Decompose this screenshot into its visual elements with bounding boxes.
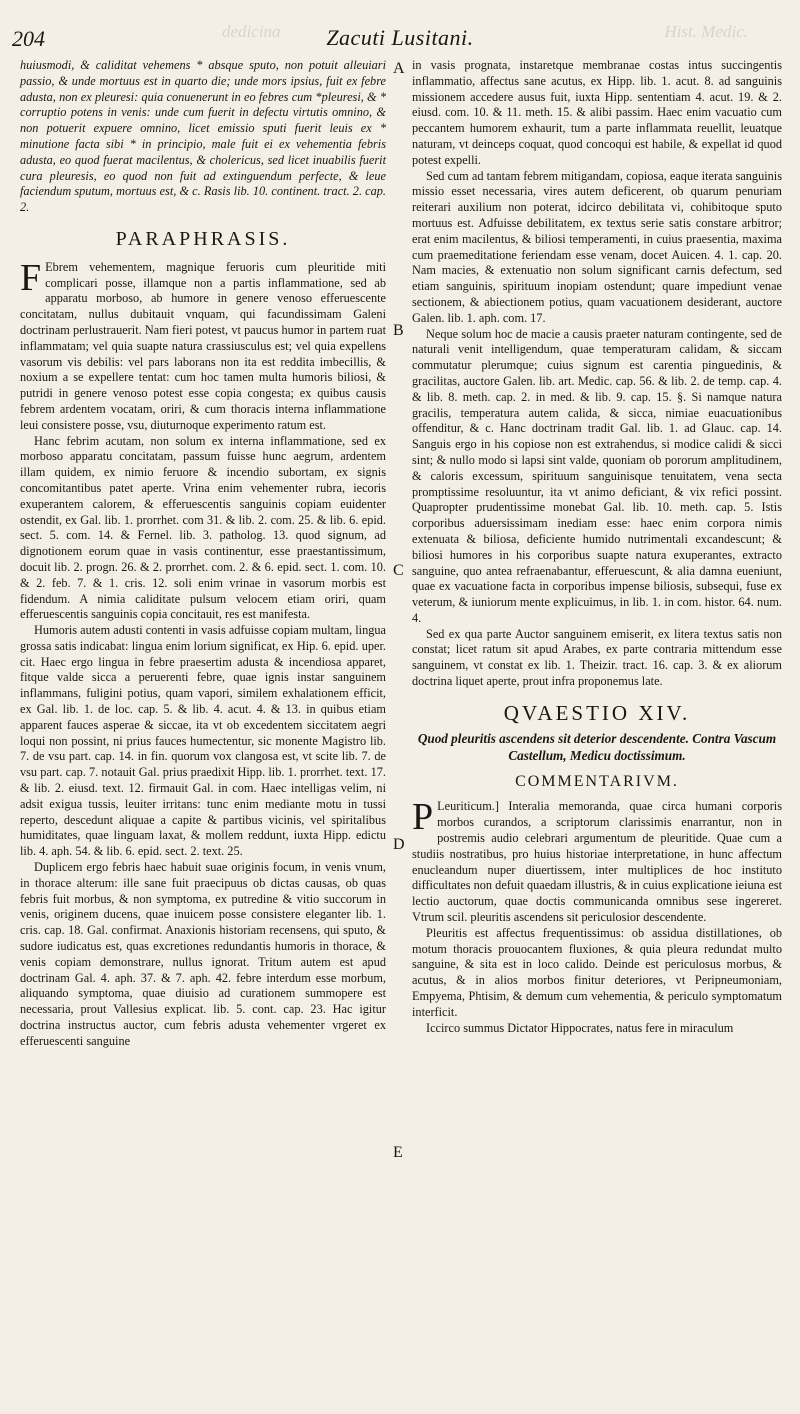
paragraph: Duplicem ergo febris haec habuit suae originis focum, in venis vnum, in thorace alterum: ille sane fuit praecipuus ob dictas causas, ob quas febris fuit morbus, & non symptoma, ex putredine & vitio succorum in venis, originem ducens, quae inuicem posse consistere eleganter lib. 1. cris. cap. 18. Gal. confirmat. Anaxionis historiam recensens, qui sputo, & sudore iudicatus est, quas excretiones redundantis humoris in thorace, & venis copiam demonstrare, nullus ignorat. Tritum autem est apud doctrinam Gal. 4. aph. 37. & 7. aph. 42. febre interdum esse morbum, aliquando symptoma, quae diuisio ad curationem summopere est necessaria, prout Vallesius explicat. lib. 5. cont. cap. 23. Hac igitur doctrina instructus auctor, cum febris adusta vehementer vrgeret ex efferuescenti sanguine <box>20 860 386 1048</box>
paragraph: P Leuriticum.] Interalia memoranda, quae circa humani corporis morbos curandos, a scriptorum clarissimis enarrantur, non in postremis audio celebrari argumentum de pleuritide. Quae cum a studiis nostratibus, pro huius historiae interpretatione, in hunc affectum enucleandum nuper diuertissem, inter multiplices de hoc instituto difficultates non defuit quaedam illustris, & in cuius explicatione ieiuna est lectio auctorum, quae doctis communicanda omnibus sese ingereret. Vtrum scil. pleuritis ascendens sit periculosior descendente. <box>412 796 782 925</box>
commentarium-heading: COMMENTARIVM. <box>515 772 679 790</box>
margin-letter-c: C <box>393 562 404 579</box>
paragraph: F Ebrem vehementem, magnique feruoris cum pleuritide miti complicari posse, illamque non a partis inflammatione, sed ab apparatu morboso, ab humore in genere venoso efferuescente concitatam, nullus dubitauit vnquam, qui facundissimam Galeni doctrinam perlustrauerit. Nam fieri potest, vt paucus humor in partem ruat inflammatam; vel quia suapte natura crassiusculus est; vel quia expellens vasorum vis debilis: vel pars laborans non ita est reddita imbecillis, & noxium a se expellere tentat: cum hoc tamen multa humoris biliosi, & putridi in genere venoso potest esse copia congesta; ex quibus causis febrem ardentem vocatam, oriri, & cum thoracis interna inflammatione leui consistere posse, vsu, diuturnoque experimento ratum est. <box>20 256 386 432</box>
paragraph: Neque solum hoc de macie a causis praeter naturam contingente, sed de naturali venit intelligendum, quae temperaturam calidam, & siccam commutatur plerumque; cuius signum est carentia pinguedinis, & gracilitas, auctore Galen. lib. art. Medic. cap. 56. & lib. 2. de temp. cap. 4. & lib. 8. meth. cap. 2. in med. & lib. 9. cap. 15. §. Si namque natura gracilis, temperatura autem calida, & sicca, nimiae euacuationibus offenditur, & c. Hanc doctrinam tradit Gal. lib. 1. ad Glauc. cap. 14. Sanguis ergo in his copiose non est extrahendus, si modice calidi & sicci sint; & nullo modo si lapsi sint valde, quoniam ob pororum amplitudinem, & caloris excessum, spirituum sanguinisque tenuitatem, vena secta promptissime resoluuntur, ita vt animo deficiant, & vix refici possint. Quapropter prudentissime monebat Gal. lib. 10. meth. cap. 5. Istis corporibus aduersissimam inediam esse: haec enim corpora nimis extenuata & biliosa, deficiente humido nutrimentali excandescunt; & biliosi humores in his corporibus suapte natura exuperantes, extracto sanguine, quo antea refraenabantur, efferuescunt, & alia damna eueniunt, quae ex vacuatione facta in corporibus impense biliosis, subsequi, fuse ex veterum, & iuniorum mente explicuimus, in lib. 1. in com. histor. 64. num. 4. <box>412 326 782 625</box>
section-heading: PARAPHRASIS. <box>115 227 291 250</box>
paragraph: in vasis prognata, instaretque membranae costas intus succingentis inflammatio, affectus sane acutus, ex Hipp. lib. 1. acut. 8. ad sanguinis missionem accedere ausus fuit, iuxta Hipp. sententiam 4. acut. 19. & 2. eiusd. com. 10. & 11. meth. 15. & alibi passim. Haec enim vacuatio cum peccantem humorem exhaurit, tum a parte inflammata reuellit, leuatque naturam, vt deinceps coquat, quod concoqui est habile, & expellat id quod potest expelli. <box>412 58 782 167</box>
right-column <box>412 58 782 1036</box>
page-number: 204 <box>12 26 45 51</box>
paragraph: Pleuritis est affectus frequentissimus: ob assidua distillationes, ob motum thoracis prouocantem fluxiones, & quia pleura redundat multo sanguine, & sita est in loco calido. Deinde est periculosus morbus, & acutus, & in alios morbos finitur deteriores, vt Peripneumoniam, Empyema, Phtisim, & demum cum vehementia, & periculo symptomatum interficit. <box>412 925 782 1019</box>
quoted-text-block: huiusmodi, & caliditat vehemens * absque sputo, non potuit alleuiari passio, & unde mortuus est in quarto die; unde mors ipsius, fuit ex febre adusta, non ex pleuresi: quia conuenerunt in eo febres cum *pleuresi, & * corruptio potens in venis: unde cum fuerit in defectu virtutis omnino, & non potuerit expuere omnino, licet emissio sputi fuerit leuis ex * minutione facta sibi * in principio, male fuit ei ex vehementia febris adusta, eo quod fuerat macilentus, & cholericus, sed licet inuabilis fuerit cura pleuresis, eo quod non fuit ad extinguendum perfecte, & leue faciendum sputum, mortuus est, & c. Rasis lib. 10. continent. tract. 2. cap. 2. <box>20 58 386 215</box>
quaestio-title: QVAESTIO XIV. <box>503 700 691 725</box>
drop-cap: F <box>20 256 42 299</box>
quaestio-subtitle: Quod pleuritis ascendens sit deterior descendente. Contra Vascum Castellum, Medicu doctissimum. <box>417 730 777 763</box>
bleed-through-text: Hist. Medic. <box>664 22 748 41</box>
bleed-through-text: dedicina <box>222 22 281 41</box>
margin-letter-a: A <box>393 60 405 77</box>
drop-cap: P <box>412 796 434 839</box>
margin-letter-e: E <box>393 1144 403 1161</box>
paragraph: Hanc febrim acutam, non solum ex interna inflammatione, sed ex morboso apparatu concitatam, passum fuisse hunc aegrum, ardentem illam quidem, ex nimio feruore & incendio subortam, ex signis concomitantibus patet aperte. Vrina enim vehementer rubra, iecoris exuperantem calorem, & efferuescentis sanguinis copiam euidenter ostendit, ex Gal. lib. 1. prorrhet. com 31. & lib. 2. com. 25. & lib. 6. epid. sect. 5. com. 14. & Fernel. lib. 3. patholog. 13. quod signum, ad dignotionem eorum quae in vasis continentur, esse praestantissimum, docuit lib. 2. progn. 26. & 2. prorrhet. com. 2. & 6. epid. sect. 1. com. 10. & 2. feb. 7. & 1. cris. 12. soli enim vrinae in vasorum morbis est fidendum. A nimia caliditate pulsum velocem etiam oriri, quam efferuescentis sanguinis copia concitauit, res est manifesta. <box>20 433 386 622</box>
paragraph: Iccirco summus Dictator Hippocrates, natus fere in miraculum <box>426 1020 734 1035</box>
paragraph: Sed cum ad tantam febrem mitigandam, copiosa, eaque iterata sanguinis missio esset necessaria, vires autem deficerent, ob quarum penuriam reiterari auxilium non poterat, idcirco debilitata vi, cohibitoque sputo mortuus est. Adfuisse debilitatem, ex textus serie satis constare arbitror; erat enim macilentus, & biliosi temperamenti, in cuius praesentia, maxima cum praemeditatione feriendam esse venam, docet Auicen. 4. 1. cap. 20. Nam macies, & extenuatio non solum significant carnis defectum, sed etiam sanguinis, spirituum inopiam ostendunt; quare impediunt venae sectionem, & abiectionem potius, quam vacuationem desiderant, auctore Galen. lib. 1. aph. com. 17. <box>412 168 782 325</box>
margin-letter-d: D <box>393 836 405 853</box>
paragraph: Humoris autem adusti contenti in vasis adfuisse copiam multam, lingua grossa satis indicabat: lingua enim lorium significat, ex Hip. 6. epid. uper. cit. Haec ergo lingua in febre praesertim adusta & incendiosa apparet, fitque valde sicca a peruerenti febre, quae ignis instar sanguinem inflammans, fuligini potius, quam vapori, similem exhalationem efficit, ex Gal. lib. 1. de loc. cap. 5. & lib. 4. acut. 4. & 13. in quibus etiam apparent fauces asperae & siccae, ita vt ob excedentem siccitatem aegri loqui non possint, ni prius fauces humectentur, sic monente Magistro lib. 7. de vsu part. cap. 14. in fin. quorum vox clangosa est, vt scite lib. 7. de vsu part. cap. 7. notauit Gal. prius praedixit Hipp. lib. 1. prorrhet. text. 17. & lib. 2. eiusd. text. 12. firmauit Gal. in com. Haec intelligas velim, ni adsit exigua tussis, leuiter irritans: tunc enim mediante motu in tussi reperto, descedunt aliquae a capite & partibus vicinis, vel spiritalibus humiditates, quae linguam laxat, & mollem reddunt, iuxta Hipp. edictu lib. 4. aph. 54. & lib. 6. epid. sect. 2. text. 25. <box>20 623 386 859</box>
paragraph: Sed ex qua parte Auctor sanguinem emiserit, ex litera textus satis non constat; licet ratum sit apud Arabes, ex parte contraria mittendum esse sanguinem, vt constat ex lib. 1. Theizir. tract. 16. cap. 3. & ex aliorum doctrina liquet aperte, prout infra proponemus late. <box>412 626 782 689</box>
margin-letter-b: B <box>393 322 404 339</box>
running-title: Zacuti Lusitani. <box>326 25 474 50</box>
left-column <box>20 58 386 1050</box>
page-header <box>12 20 788 56</box>
